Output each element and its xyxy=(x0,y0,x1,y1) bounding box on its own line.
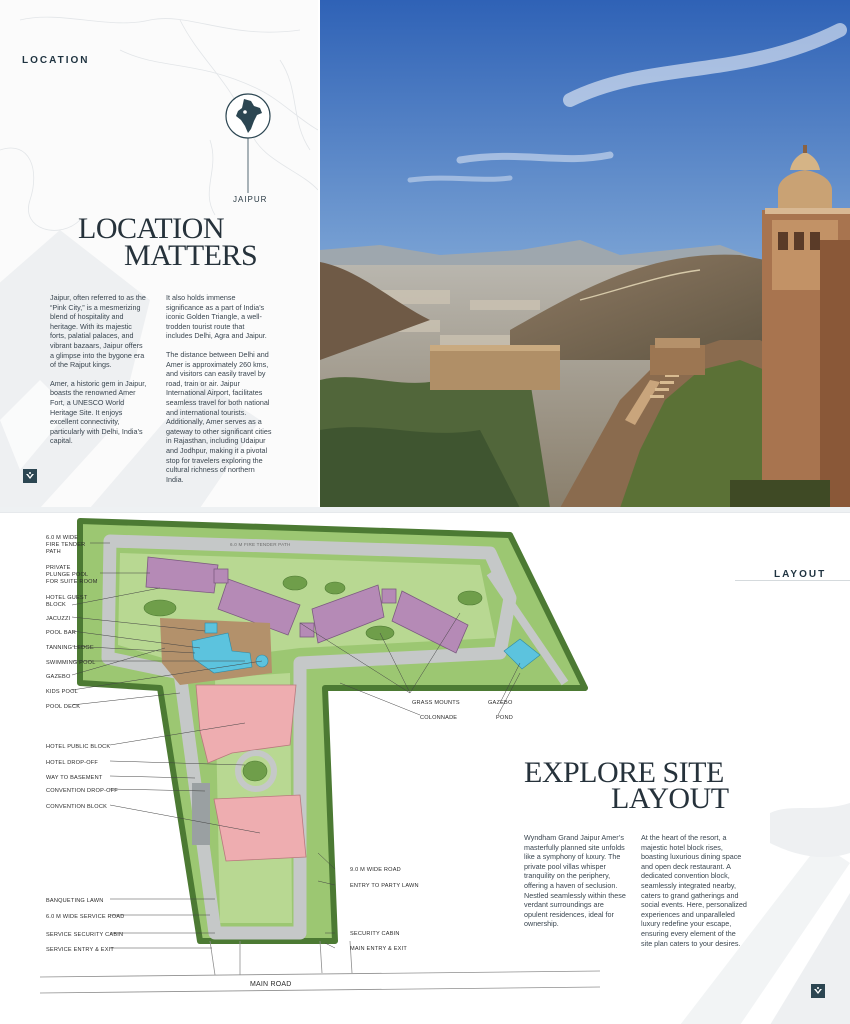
main-road-edge xyxy=(40,987,600,993)
plan-label: WAY TO BASEMENT xyxy=(46,775,103,781)
plan-label: BANQUETING LAWN xyxy=(46,898,104,904)
fire-path-road-label: 6.0 M FIRE TENDER PATH xyxy=(230,542,291,547)
plan-label: GAZEBO xyxy=(46,674,71,680)
plan-label: SERVICE SECURITY CABIN xyxy=(46,932,124,938)
plan-label: 9.0 M WIDE ROAD xyxy=(350,867,401,873)
location-paragraph: It also holds immense significance as a part of India’s iconic Golden Triangle, a well-trodden tourist route that includes Delhi, Agra and Jaipur. xyxy=(166,293,267,341)
site-plan xyxy=(0,513,620,1024)
india-map-icon xyxy=(224,93,272,203)
title-line-explore-site: EXPLORE SITE xyxy=(524,756,724,789)
map-city-label: JAIPUR xyxy=(233,195,268,204)
plan-label: KIDS POOL xyxy=(46,689,78,695)
location-text-column-2 xyxy=(166,293,272,493)
plan-label: GRASS MOUNTS xyxy=(412,700,460,706)
location-paragraph: The distance between Delhi and Amer is approximately 260 kms, and visitors can easily travel by road, train or air. Jaipur International Airport, facilitates seamless travel for both national and international tourists. Additionally, Amer serves as a gateway to other significant cities in Rajasthan, including Udaipur and Jodhpur, making it a pivotal stop for travelers exploring the cultural richness of northern India. xyxy=(166,349,272,484)
section-rule xyxy=(735,580,850,581)
plan-label: PRIVATE xyxy=(46,565,71,571)
plan-label: JACUZZI xyxy=(46,616,71,622)
section-tag-layout: LAYOUT xyxy=(774,569,827,580)
plan-label: POOL BAR xyxy=(46,630,76,636)
plan-label: ENTRY TO PARTY LAWN xyxy=(350,883,419,889)
section-tag-location: LOCATION xyxy=(22,55,90,66)
brand-logo-icon xyxy=(23,469,37,483)
plan-label: HOTEL DROP-OFF xyxy=(46,760,99,766)
plan-label: CONVENTION DROP-OFF xyxy=(46,788,118,794)
plan-label: PATH xyxy=(46,549,61,555)
plan-label: FIRE TENDER xyxy=(46,542,86,548)
plan-label: PLUNGE POOL xyxy=(46,572,89,578)
main-road-edge xyxy=(40,971,600,977)
layout-paragraph: At the heart of the resort, a majestic hotel block rises, boasting luxurious dining space and open deck restaurant. A dedicated convention block, seamlessly integrated nearby, caters to grand gatherings and social events. Here, personalized experiences and unparalleled luxury redefine your escape, ensuring every element of the site plan caters to your desires. xyxy=(641,833,747,948)
plan-label: 6.0 M WIDE SERVICE ROAD xyxy=(46,914,125,920)
main-road-label: MAIN ROAD xyxy=(250,981,292,988)
title-line-matters: MATTERS xyxy=(124,239,258,272)
basement-ramp xyxy=(192,783,210,845)
plan-label: FOR SUITE ROOM xyxy=(46,579,98,585)
plan-label: GAZEBO xyxy=(488,700,513,706)
plan-label: 6.0 M WIDE xyxy=(46,535,79,541)
plan-label: HOTEL GUEST xyxy=(46,595,88,601)
plan-label: POND xyxy=(496,715,513,721)
plan-label: SERVICE ENTRY & EXIT xyxy=(46,947,115,953)
location-paragraph: Amer, a historic gem in Jaipur, boasts the renowned Amer Fort, a UNESCO World Heritage Site. It enjoys excellent connectivity, particularly with Delhi, India’s capital. xyxy=(50,378,147,446)
location-text-column-1 xyxy=(50,293,148,455)
layout-text-column-2 xyxy=(641,833,748,957)
plan-label: MAIN ENTRY & EXIT xyxy=(350,946,407,952)
location-spread xyxy=(0,0,850,508)
title-line-layout: LAYOUT xyxy=(611,782,729,815)
right-labels xyxy=(350,700,513,952)
location-text-panel xyxy=(0,0,318,508)
location-paragraph: Jaipur, often referred to as the “Pink City,” is a mesmerizing blend of hospitality and heritage. With its majestic forts, palatial palaces, and vibrant bazaars, Jaipur offers a glimpse into the bygone era of the Rajput kings. xyxy=(50,293,146,370)
convention-block xyxy=(214,795,306,861)
layout-paragraph: Wyndham Grand Jaipur Amer’s masterfully planned site unfolds like a symphony of luxury. The private pool villas whisper tranquility on the periphery, offering a haven of seclusion. Nestled seamlessly within these verdant surroundings are opulent residences, ideal for ownership. xyxy=(524,833,626,929)
plan-label: HOTEL PUBLIC BLOCK xyxy=(46,744,111,750)
plan-label: SWIMMING POOL xyxy=(46,660,96,666)
plan-label: COLONNADE xyxy=(420,715,458,721)
plan-label: POOL DECK xyxy=(46,704,81,710)
title-line-location: LOCATION xyxy=(78,212,224,245)
plan-label: SECURITY CABIN xyxy=(350,931,400,937)
plan-label: BLOCK xyxy=(46,602,66,608)
brand-logo-icon xyxy=(811,984,825,998)
amer-landscape-photo xyxy=(320,0,850,508)
plan-label: TANNING LEDGE xyxy=(46,645,94,651)
plan-label: CONVENTION BLOCK xyxy=(46,804,108,810)
layout-spread xyxy=(0,512,850,1024)
